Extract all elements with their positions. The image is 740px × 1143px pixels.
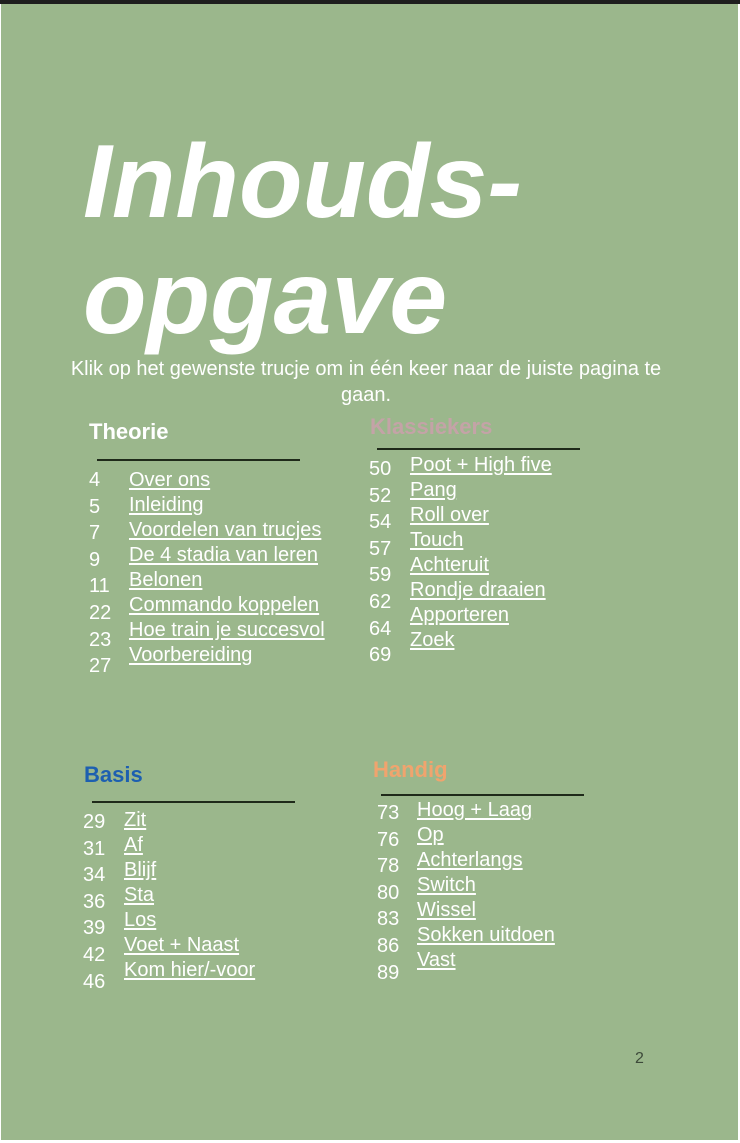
toc-link[interactable]: Switch	[417, 874, 476, 896]
toc-link[interactable]: Over ons	[129, 469, 211, 491]
toc-link[interactable]: Voordelen van trucjes	[129, 519, 322, 541]
toc-page-number: 36	[83, 890, 106, 913]
toc-entry	[410, 603, 552, 628]
toc-page-number: 22	[89, 601, 112, 624]
toc-entry	[124, 808, 255, 833]
toc-page-number: 34	[83, 864, 106, 887]
toc-entry	[129, 568, 325, 593]
toc-link[interactable]: Achteruit	[410, 554, 489, 576]
toc-link[interactable]: Blijf	[124, 859, 157, 881]
page-numbers-theorie	[89, 467, 111, 680]
toc-entry	[124, 883, 255, 908]
toc-page-number: 46	[83, 970, 106, 993]
page-number: 2	[635, 1050, 644, 1067]
toc-link[interactable]: Voet + Naast	[124, 934, 240, 956]
toc-link[interactable]: Op	[417, 824, 444, 846]
toc-page-number: 50	[369, 458, 392, 480]
toc-entry	[410, 528, 552, 553]
toc-page-number: 9	[89, 548, 101, 571]
toc-link[interactable]: Touch	[410, 529, 464, 551]
toc-link[interactable]: Wissel	[417, 899, 476, 921]
toc-entry	[410, 578, 552, 603]
toc-link[interactable]: Hoe train je succesvol	[129, 619, 325, 641]
toc-link[interactable]: Kom hier/-voor	[124, 959, 256, 981]
section-title-handig: Handig	[373, 757, 448, 782]
toc-entry	[124, 858, 255, 883]
toc-link[interactable]: Sta	[124, 884, 155, 906]
toc-link[interactable]: Inleiding	[129, 494, 204, 516]
instruction-text: Klik op het gewenste trucje om in één keer naar de juiste pagina te gaan.	[70, 358, 662, 406]
links-klassiekers	[410, 453, 552, 653]
toc-page-number: 62	[369, 590, 392, 613]
toc-entry	[417, 923, 555, 948]
page-numbers-basis	[83, 809, 105, 995]
toc-link[interactable]: Roll over	[410, 504, 489, 526]
toc-page-number: 86	[377, 934, 400, 957]
toc-entry	[410, 453, 552, 478]
toc-entry	[410, 503, 552, 528]
toc-entry	[417, 848, 555, 873]
page-numbers-klassiekers	[369, 456, 391, 669]
divider-handig	[381, 794, 584, 796]
document-page	[1, 4, 738, 1140]
toc-entry	[417, 873, 555, 898]
toc-entry	[410, 478, 552, 503]
toc-page-number: 89	[377, 961, 400, 984]
toc-page-number: 11	[89, 575, 110, 598]
toc-page-number: 23	[89, 628, 112, 651]
toc-entry	[410, 553, 552, 578]
toc-entry	[129, 493, 325, 518]
toc-link[interactable]: Af	[124, 834, 143, 856]
toc-page-number: 69	[369, 644, 392, 667]
toc-link[interactable]: De 4 stadia van leren	[129, 544, 319, 566]
toc-entry	[417, 798, 555, 823]
toc-page-number: 7	[89, 522, 101, 545]
toc-link[interactable]: Voorbereiding	[129, 644, 253, 666]
toc-entry	[417, 898, 555, 923]
toc-link[interactable]: Pang	[410, 479, 457, 501]
toc-entry	[129, 618, 325, 643]
toc-page-number: 5	[89, 495, 101, 518]
toc-page-number: 78	[377, 855, 400, 878]
toc-link[interactable]: Rondje draaien	[410, 579, 546, 601]
toc-entry	[124, 958, 255, 983]
toc-page-number: 27	[89, 655, 112, 678]
toc-entry	[129, 643, 325, 668]
toc-page-number: 54	[369, 511, 392, 534]
toc-link[interactable]: Zoek	[410, 629, 455, 651]
toc-entry	[124, 833, 255, 858]
toc-link[interactable]: Apporteren	[410, 604, 509, 626]
toc-entry	[129, 468, 325, 493]
toc-page-number: 4	[89, 469, 101, 491]
toc-link[interactable]: Zit	[124, 809, 147, 831]
links-theorie	[129, 468, 325, 668]
title-line-1: Inhouds-	[83, 124, 523, 240]
toc-link[interactable]: Los	[124, 909, 157, 931]
toc-link[interactable]: Achterlangs	[417, 849, 523, 871]
toc-page-number: 29	[83, 811, 106, 833]
divider-basis	[92, 801, 295, 803]
toc-link[interactable]: Hoog + Laag	[417, 799, 533, 821]
toc-entry	[129, 518, 325, 543]
page-numbers-handig	[377, 800, 399, 986]
section-title-basis: Basis	[84, 762, 143, 787]
toc-page-number: 73	[377, 802, 400, 824]
toc-link[interactable]: Commando koppelen	[129, 594, 320, 616]
toc-entry	[129, 543, 325, 568]
toc-page-number: 76	[377, 828, 400, 851]
links-basis	[124, 808, 255, 983]
toc-link[interactable]: Belonen	[129, 569, 203, 591]
page-title	[83, 124, 522, 356]
section-title-klassiekers: Klassiekers	[370, 414, 493, 439]
divider-theorie	[97, 459, 300, 461]
toc-entry	[417, 823, 555, 848]
toc-page-number: 64	[369, 617, 392, 640]
title-line-2: opgave	[83, 240, 448, 356]
links-handig	[417, 798, 555, 973]
toc-entry	[410, 628, 552, 653]
toc-page-number: 80	[377, 881, 400, 904]
toc-page-number: 39	[83, 917, 106, 940]
toc-entry	[129, 593, 325, 618]
toc-link[interactable]: Vast	[417, 949, 456, 971]
toc-page-number: 57	[369, 537, 392, 560]
toc-page-number: 59	[369, 564, 392, 587]
toc-page-number: 42	[83, 943, 106, 966]
toc-page-number: 31	[83, 837, 106, 860]
toc-link[interactable]: Sokken uitdoen	[417, 924, 555, 946]
toc-entry	[124, 908, 255, 933]
divider-klassiekers	[377, 448, 580, 450]
section-title-theorie: Theorie	[89, 419, 169, 444]
toc-page-number: 83	[377, 908, 400, 931]
toc-entry	[417, 948, 555, 973]
toc-link[interactable]: Poot + High five	[410, 454, 552, 476]
toc-page-number: 52	[369, 484, 392, 507]
toc-entry	[124, 933, 255, 958]
